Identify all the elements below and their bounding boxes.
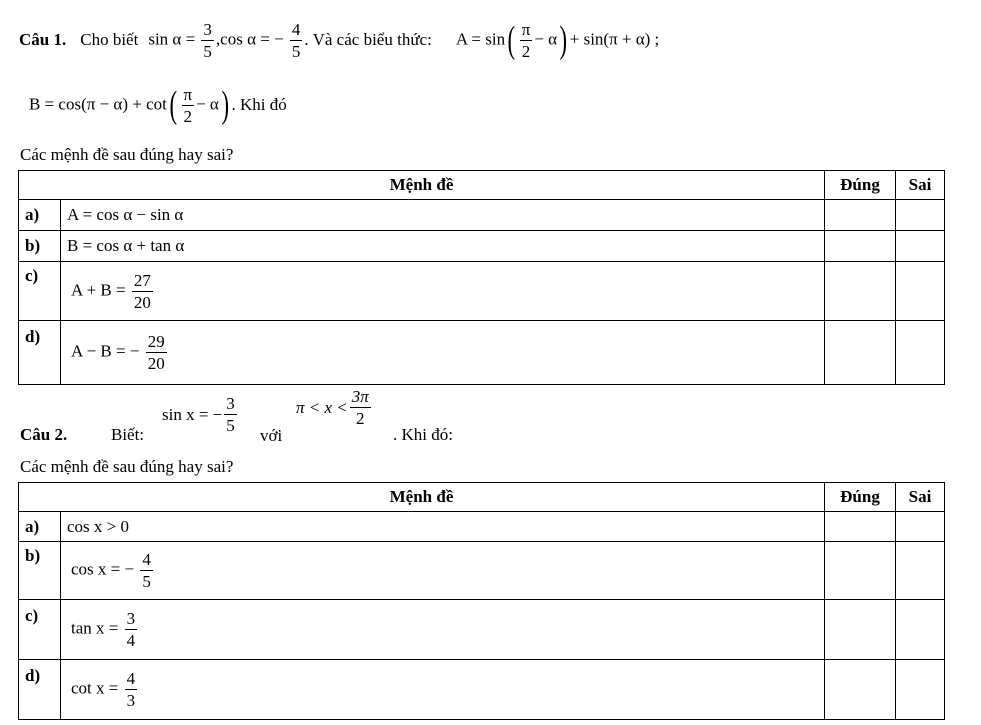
header-statement: Mệnh đề xyxy=(19,171,825,200)
false-cell[interactable] xyxy=(896,542,945,600)
header-true: Đúng xyxy=(825,171,896,200)
q1-sin-given: sin α = $\frac{3}{5}$ , xyxy=(148,19,221,61)
table-row xyxy=(19,231,945,262)
q1-and-text: . Và các biểu thức: xyxy=(304,30,432,49)
table-header-row xyxy=(19,483,945,512)
table-row xyxy=(19,512,945,542)
table-row xyxy=(19,600,945,660)
table-row xyxy=(19,262,945,321)
q1-cos-given: cos α = − $\frac{4}{5}$ xyxy=(220,19,301,61)
table-row xyxy=(19,200,945,231)
q2-tail: . Khi đó: xyxy=(393,425,453,444)
row-label: b) xyxy=(19,542,61,600)
true-cell[interactable] xyxy=(825,231,896,262)
row-statement: tan x = $\frac{3}{4}$ xyxy=(61,600,825,660)
row-statement: A + B = $\frac{27}{20}$ xyxy=(61,262,825,321)
row-label: a) xyxy=(19,512,61,542)
false-cell[interactable] xyxy=(896,231,945,262)
q1-question: Các mệnh đề sau đúng hay sai? xyxy=(20,145,234,164)
q2-sin-given: sin x = − $\frac{3}{5}$ xyxy=(162,394,235,435)
false-cell[interactable] xyxy=(896,200,945,231)
q1-B-definition: B = cos(π − α) + cot( $\frac{\pi}{2}$ − α) . Khi đó xyxy=(29,84,287,126)
row-label: b) xyxy=(19,231,61,262)
q1-A-definition: A = sin( $\frac{\pi}{2}$ − α) + sin(π + α) ; xyxy=(455,19,660,61)
q2-with-text: với xyxy=(260,426,283,445)
header-true: Đúng xyxy=(825,483,896,512)
row-label: a) xyxy=(19,200,61,231)
row-label: c) xyxy=(19,600,61,660)
row-label: d) xyxy=(19,660,61,720)
table-row xyxy=(19,660,945,720)
true-cell[interactable] xyxy=(825,262,896,321)
row-statement: cot x = $\frac{4}{3}$ xyxy=(61,660,825,720)
header-statement: Mệnh đề xyxy=(19,483,825,512)
q2-intro: Biết: xyxy=(111,425,145,444)
q1-table xyxy=(18,170,945,385)
q2-question: Các mệnh đề sau đúng hay sai? xyxy=(20,457,234,476)
true-cell[interactable] xyxy=(825,321,896,385)
row-label: d) xyxy=(19,321,61,385)
row-statement: B = cos α + tan α xyxy=(61,231,825,262)
true-cell[interactable] xyxy=(825,660,896,720)
row-statement: cos x > 0 xyxy=(61,512,825,542)
false-cell[interactable] xyxy=(896,660,945,720)
false-cell[interactable] xyxy=(896,321,945,385)
row-label: c) xyxy=(19,262,61,321)
table-row xyxy=(19,542,945,600)
q2-range: π < x < $\frac{3\pi}{2}$ xyxy=(296,387,369,428)
true-cell[interactable] xyxy=(825,200,896,231)
q1-intro: Cho biết xyxy=(80,30,139,49)
true-cell[interactable] xyxy=(825,542,896,600)
false-cell[interactable] xyxy=(896,512,945,542)
table-row xyxy=(19,321,945,385)
row-statement: cos x = − $\frac{4}{5}$ xyxy=(61,542,825,600)
q2-label: Câu 2. xyxy=(20,425,68,444)
true-cell[interactable] xyxy=(825,600,896,660)
false-cell[interactable] xyxy=(896,600,945,660)
table-header-row xyxy=(19,171,945,200)
q1-label: Câu 1. xyxy=(19,30,67,49)
true-cell[interactable] xyxy=(825,512,896,542)
q1-statement xyxy=(19,18,659,62)
row-statement: A − B = − $\frac{29}{20}$ xyxy=(61,321,825,385)
false-cell[interactable] xyxy=(896,262,945,321)
row-statement: A = cos α − sin α xyxy=(61,200,825,231)
header-false: Sai xyxy=(896,483,945,512)
header-false: Sai xyxy=(896,171,945,200)
q2-table xyxy=(18,482,945,720)
